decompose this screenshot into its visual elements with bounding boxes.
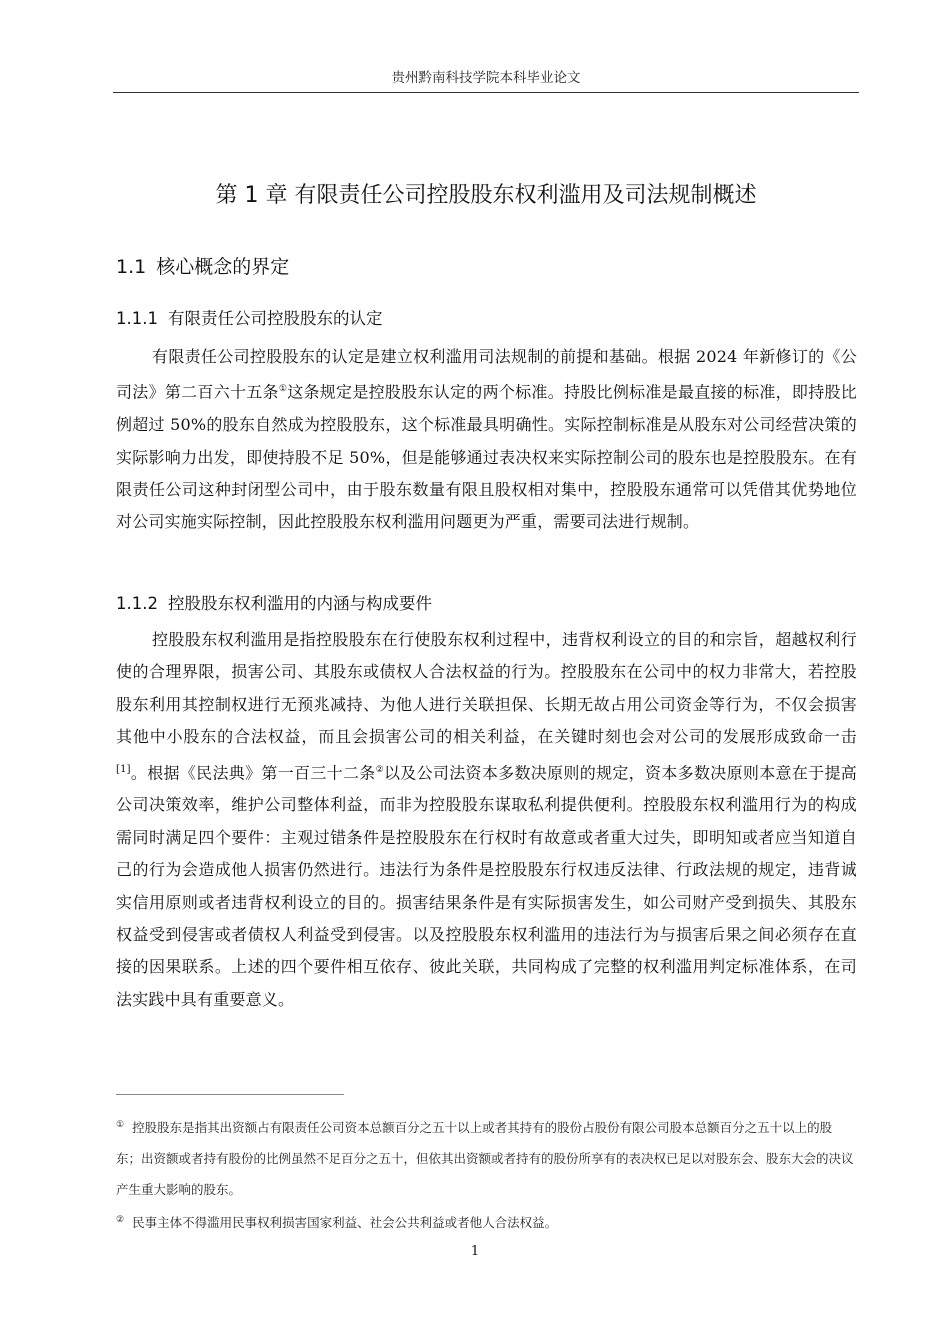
paragraph-text: 控股股东权利滥用是指控股股东在行使股东权利过程中，违背权利设立的目的和宗旨，超越权利行使的合理界限，损害公司、其股东或债权人合法权益的行为。控股股东在公司中的权力非常大，若控股股东利用其控制权进行无预兆减持、为他人进行关联担保、长期无故占用公司资金等行为，不仅会损害其他中小股东的合法权益，而且会损害公司的相关利益，在关键时刻也会对公司的发展形成致命一击 xyxy=(116,630,857,747)
footnote-mark: ② xyxy=(116,1215,125,1225)
paragraph-text: 以及公司法资本多数决原则的规定，资本多数决原则本意在于提高公司决策效率，维护公司整体利益，而非为控股股东谋取私利提供便利。控股股东权利滥用行为的构成需同时满足四个要件：主观过错条件是控股股东在行权时有故意或者重大过失，即明知或者应当知道自己的行为会造成他人损害仍然进行。违法行为条件是控股股东行权违反法律、行政法规的规定，违背诚实信用原则或者违背权利设立的目的。损害结果条件是有实际损害发生，如公司财产受到损失、其股东权益受到侵害或者债权人利益受到侵害。以及控股股东权利滥用的违法行为与损害后果之间必须存在直接的因果联系。上述的四个要件相互依存、彼此关联，共同构成了完整的权利滥用判定标准体系，在司法实践中具有重要意义。 xyxy=(116,762,857,1009)
subsection-heading-1-1-2 xyxy=(116,590,432,614)
footnote-ref-1[interactable]: ① xyxy=(278,384,288,395)
footnote-divider xyxy=(116,1094,344,1095)
footnote-1 xyxy=(116,1110,857,1205)
subsection-title: 有限责任公司控股股东的认定 xyxy=(167,309,383,328)
footnote-ref-2[interactable]: ② xyxy=(375,764,384,775)
paragraph-text: 。根据《民法典》第一百三十二条 xyxy=(130,762,376,782)
running-header: 贵州黔南科技学院本科毕业论文 xyxy=(113,66,859,93)
section-heading-1-1 xyxy=(116,252,289,279)
footnote-text: 控股股东是指其出资额占有限责任公司资本总额百分之五十以上或者其持有的股份占股份有限公司股本总额百分之五十以上的股东；出资额或者持有股份的比例虽然不足百分之五十，但依其出资额或者持有的股份所享有的表决权已足以对股东会、股东大会的决议产生重大影响的股东。 xyxy=(116,1120,854,1198)
paragraph-text: 这条规定是控股股东认定的两个标准。持股比例标准是最直接的标准，即持股比例超过 50%的股东自然成为控股股东，这个标准最具明确性。实际控制标准是从股东对公司经营决策的实际影响力出发，即使持股不足 50%，但是能够通过表决权来实际控制公司的股东也是控股股东。在有限责任公司这种封闭型公司中，由于股东数量有限且股权相对集中，控股股东通常可以凭借其优势地位对公司实施实际控制，因此控股股东权利滥用问题更为严重，需要司法进行规制。 xyxy=(116,382,857,532)
section-number: 1.1 xyxy=(116,256,147,278)
subsection-title: 控股股东权利滥用的内涵与构成要件 xyxy=(167,594,432,613)
subsection-heading-1-1-1 xyxy=(116,305,382,329)
paragraph-abuse-definition xyxy=(116,624,857,1016)
paragraph-controlling-shareholder-definition xyxy=(116,341,857,539)
subsection-number: 1.1.2 xyxy=(116,594,158,613)
footnote-mark: ① xyxy=(116,1120,125,1130)
footnote-2 xyxy=(116,1205,857,1238)
chapter-title: 第 1 章 有限责任公司控股股东权利滥用及司法规制概述 xyxy=(215,183,757,208)
section-title: 核心概念的界定 xyxy=(156,256,290,278)
paragraph-text: 有限责任公司控股股东的认定是建立权利滥用司法规制的前提和基础。根据 2024 年新修订的《公司法》第二百六十五条 xyxy=(116,347,857,402)
subsection-number: 1.1.1 xyxy=(116,309,158,328)
page-number: 1 xyxy=(470,1244,480,1259)
citation-ref[interactable]: [1] xyxy=(116,763,131,775)
footnote-text: 民事主体不得滥用民事权利损害国家利益、社会公共利益或者他人合法权益。 xyxy=(132,1215,558,1231)
